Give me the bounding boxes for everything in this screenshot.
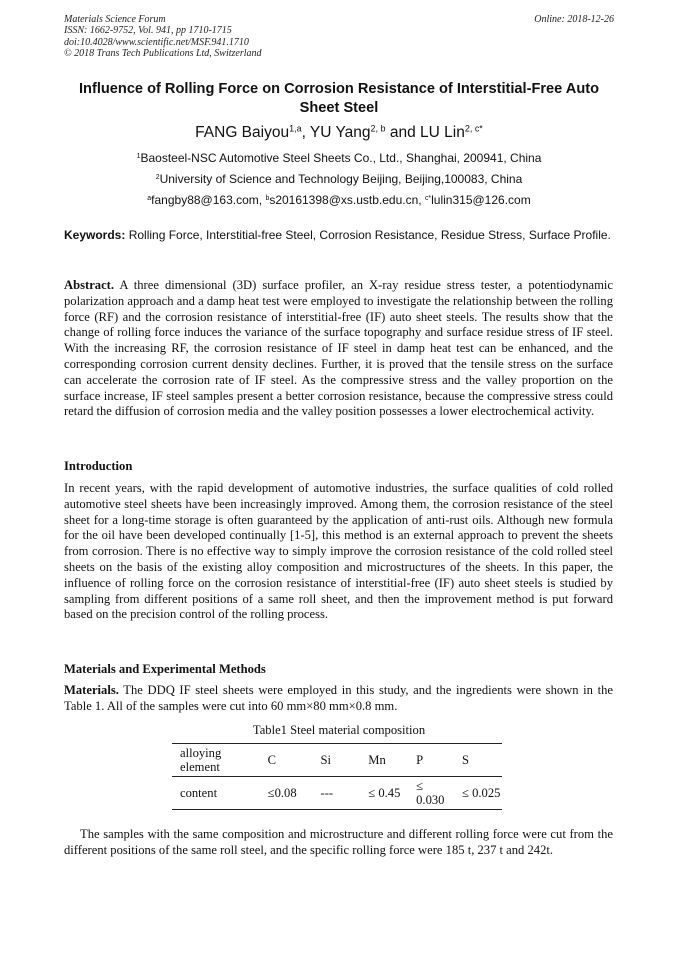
author-name: FANG Baiyou (195, 124, 290, 141)
materials-text: The DDQ IF steel sheets were employed in this study, and the ingredients were shown in the Table 1. All of the samples were cut into 60 mm×80 mm×0.8 mm. (64, 683, 613, 713)
table-header-cell: alloying element (172, 744, 260, 777)
table-header-cell: S (454, 744, 502, 777)
table-cell: ≤ 0.025 (454, 777, 502, 810)
table-header-cell: Mn (360, 744, 408, 777)
affiliation-1 (0, 151, 678, 165)
affiliation-text: Baosteel-NSC Automotive Steel Sheets Co., Ltd., Shanghai, 200941, China (140, 151, 542, 165)
affiliation-2 (0, 172, 678, 186)
author-separator: and (385, 124, 421, 141)
abstract (64, 278, 613, 420)
table-cell: ≤ 0.030 (408, 777, 454, 810)
author-list (0, 123, 678, 143)
journal-header (64, 14, 262, 60)
author-superscript: 2, b (370, 123, 386, 134)
email-marker: b (265, 194, 270, 202)
table-cell: content (172, 777, 260, 810)
table-header-cell: Si (313, 744, 361, 777)
table-row (172, 777, 502, 810)
affiliation-text: University of Science and Technology Beijing, Beijing,100083, China (159, 172, 523, 186)
affiliation-marker: 2 (155, 173, 160, 181)
email-link[interactable]: fangby88@163.com, (151, 193, 266, 207)
keywords-text: Rolling Force, Interstitial-free Steel, Corrosion Resistance, Residue Stress, Surface Profile. (125, 228, 611, 242)
table-header-row (172, 744, 502, 777)
keywords-label: Keywords: (64, 228, 126, 242)
journal-doi[interactable]: doi:10.4028/www.scientific.net/MSF.941.1710 (64, 36, 249, 48)
author-superscript: 1,a (289, 123, 302, 134)
table-header-cell: P (408, 744, 454, 777)
author-separator: , (301, 124, 310, 141)
samples-paragraph: The samples with the same composition and microstructure and different rolling force were cut from the different positions of the same roll steel, and the specific rolling force were 185 t, 237 t and 242t. (64, 827, 613, 857)
table-caption: Table1 Steel material composition (252, 723, 426, 737)
materials-label: Materials. (64, 683, 119, 697)
abstract-text: A three dimensional (3D) surface profiler, an X-ray residue stress tester, a potentiodynamic polarization approach and a damp heat test were employed to investigate the relationship between the rolling force (RF) and the corrosion resistance of interstitial-free (IF) auto sheet steels. The results show that the change of rolling force induces the variance of the surface topography and surface residue stress of IF steel. With the increasing RF, the corrosion resistance of IF steel in damp heat test can be enhanced, and the corresponding corrosion current density declines. Further, it is proved that the tensile stress on the surface can accelerate the corrosion rate of IF steel. As the compressive stress and the valley proportion on the surface increase, IF steel samples present a better corrosion resistance, because the compressive stress could retard the diffusion of corrosion media and the valley position possesses a lower electrochemical activity. (64, 278, 613, 419)
table-header-cell: C (260, 744, 313, 777)
table-cell: --- (313, 777, 361, 810)
journal-copyright: © 2018 Trans Tech Publications Ltd, Switzerland (64, 48, 262, 60)
methods-heading: Materials and Experimental Methods (64, 662, 266, 676)
table-cell: ≤0.08 (260, 777, 313, 810)
online-date: Online: 2018-12-26 (534, 14, 614, 25)
email-marker: a (147, 194, 152, 202)
author-name: LU Lin (420, 124, 465, 141)
email-link[interactable]: lulin315@126.com (431, 193, 531, 207)
journal-issn: ISSN: 1662-9752, Vol. 941, pp 1710-1715 (64, 25, 232, 37)
email-link[interactable]: s20161398@xs.ustb.edu.cn, (269, 193, 425, 207)
affiliation-marker: 1 (136, 152, 141, 160)
keywords (64, 228, 613, 243)
abstract-label: Abstract. (64, 278, 115, 292)
author-name: YU Yang (309, 124, 371, 141)
introduction-text: In recent years, with the rapid development of automotive industries, the surface qualities of cold rolled automotive steel sheets have been increasingly improved. Among them, the corrosion resistance of the steel sheet for a long-time storage is often guaranteed by the application of anti-rust oils. Although new formula for the oil have been developed continually [1-5], this method is an external approach to prevent the sheets from corrosion. There is no effective way to simply improve the corrosion resistance of the cold rolled steel sheets on the basis of the existing alloy composition and microstructures of the sheets. In this paper, the influence of rolling force on the corrosion resistance of interstitial-free (IF) auto sheet steels is studied by sampling from different positions of a same roll sheet, and then the improvement method is put forward based on the precision control of the rolling process. (64, 481, 613, 622)
paper-title: Influence of Rolling Force on Corrosion Resistance of Interstitial-Free Auto Sheet Steel (78, 81, 600, 116)
materials-paragraph (64, 683, 613, 715)
email-line (0, 193, 678, 207)
composition-table (172, 743, 502, 810)
introduction-heading: Introduction (64, 459, 133, 473)
table-cell: ≤ 0.45 (360, 777, 408, 810)
journal-name: Materials Science Forum (64, 14, 166, 25)
email-marker: c* (424, 194, 432, 202)
author-superscript: 2, c* (464, 123, 483, 134)
